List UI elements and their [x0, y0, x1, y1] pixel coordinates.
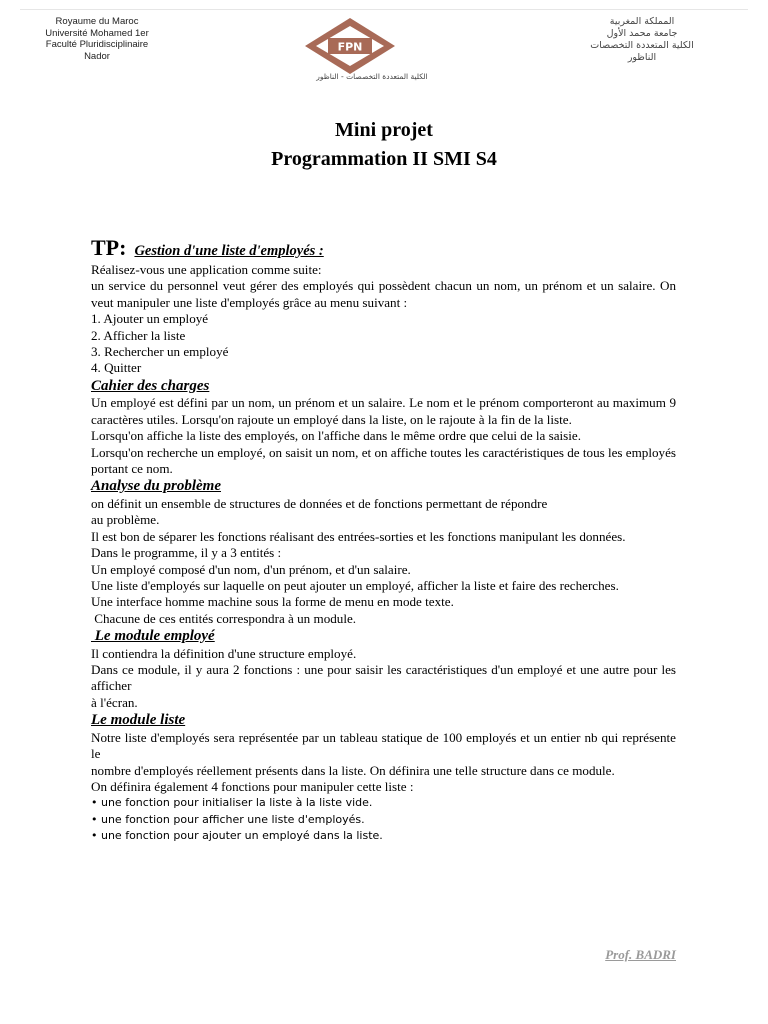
module-liste-paragraph: Notre liste d'employés sera représentée par un tableau statique de 100 employés et un entier nb qui représente le: [91, 729, 676, 762]
module-liste-bullet: • une fonction pour initialiser la liste à la liste vide.: [91, 796, 373, 810]
section-heading-analyse: Analyse du problème: [91, 478, 221, 495]
header-left-institution: [22, 16, 172, 62]
header-right-line: الكلية المتعددة التخصصات: [590, 40, 694, 51]
section-heading-cahier: Cahier des charges: [91, 377, 210, 394]
analyse-paragraph: Un employé composé d'un nom, d'un prénom, et d'un salaire.: [91, 561, 411, 577]
author-signature: Prof. BADRI: [605, 947, 676, 962]
header-right-line: جامعة محمد الأول: [606, 28, 678, 39]
cahier-paragraph: Un employé est défini par un nom, un prénom et un salaire. Le nom et le prénom comporteront au maximum 9 caractères utiles. Lorsqu'on rajoute un employé dans la liste, on le rajoute à la fin de la liste.: [91, 395, 676, 427]
tp-label: TP:: [91, 235, 127, 260]
analyse-paragraph: Dans le programme, il y a 3 entités :: [91, 545, 282, 561]
cahier-paragraph: Lorsqu'on affiche la liste des employés, on l'affiche dans le même ordre que celui de la saisie.: [91, 428, 581, 444]
document-title: Mini projet: [335, 119, 433, 141]
header-left-line: Université Mohamed 1er: [45, 27, 149, 39]
intro-paragraph: Réalisez-vous une application comme suite:: [91, 262, 322, 277]
faculty-logo: [300, 16, 400, 76]
analyse-paragraph: Une liste d'employés sur laquelle on peut ajouter un employé, afficher la liste et faire des recherches.: [91, 577, 619, 593]
intro-paragraph: un service du personnel veut gérer des employés qui possèdent chacun un nom, un prénom et un salaire. On veut manipuler une liste d'employés grâce au menu suivant :: [91, 278, 676, 310]
tp-heading: [91, 234, 676, 262]
analyse-paragraph: on définit un ensemble de structures de données et de fonctions permettant de répondre: [91, 495, 548, 511]
header-right-line: الناظور: [627, 52, 657, 63]
menu-item: 1. Ajouter un employé: [91, 311, 209, 327]
analyse-paragraph: Chacune de ces entités correspondra à un module.: [91, 610, 357, 626]
header-rule: [20, 9, 748, 10]
menu-item: 3. Rechercher un employé: [91, 344, 229, 360]
section-heading-module-employe: Le module employé: [91, 628, 215, 645]
analyse-paragraph: Une interface homme machine sous la forme de menu en mode texte.: [91, 594, 454, 610]
analyse-paragraph: Il est bon de séparer les fonctions réalisant des entrées-sorties et les fonctions manipulant les données.: [91, 528, 626, 544]
module-liste-paragraph: On définira également 4 fonctions pour manipuler cette liste :: [91, 778, 414, 794]
menu-item: 4. Quitter: [91, 360, 142, 376]
tp-title: Gestion d'une liste d'employés :: [134, 243, 324, 259]
header-left-line: Royaume du Maroc: [55, 16, 139, 27]
cahier-paragraph: Lorsqu'on recherche un employé, on saisit un nom, et on affiche toutes les caractéristiques de tous les employés portant ce nom.: [91, 444, 676, 476]
header-left-line: Faculté Pluridisciplinaire: [45, 39, 149, 50]
logo-text: FPN: [337, 40, 363, 54]
header-left-line: Nador: [84, 50, 110, 62]
analyse-paragraph: au problème.: [91, 512, 160, 528]
module-liste-bullet: • une fonction pour ajouter un employé dans la liste.: [91, 829, 383, 843]
header-right-line: المملكة المغربية: [609, 16, 675, 27]
document-body: [91, 234, 676, 845]
module-employe-paragraph: à l'écran.: [91, 694, 138, 710]
document-subtitle: Programmation II SMI S4: [271, 148, 497, 170]
module-employe-paragraph: Il contiendra la définition d'une structure employé.: [91, 645, 357, 661]
module-liste-bullet: • une fonction pour afficher une liste d'employés.: [91, 812, 365, 826]
header-right-institution: [542, 16, 742, 64]
menu-item: 2. Afficher la liste: [91, 327, 186, 343]
section-heading-module-liste: Le module liste: [91, 712, 186, 729]
module-employe-paragraph: Dans ce module, il y aura 2 fonctions : une pour saisir les caractéristiques d'un employé et une autre pour les afficher: [91, 662, 676, 694]
module-liste-paragraph: nombre d'employés réellement présents dans la liste. On définira une telle structure dans ce module.: [91, 762, 615, 778]
logo-caption: الكلية المتعددة التخصصات - الناظور: [316, 72, 428, 81]
